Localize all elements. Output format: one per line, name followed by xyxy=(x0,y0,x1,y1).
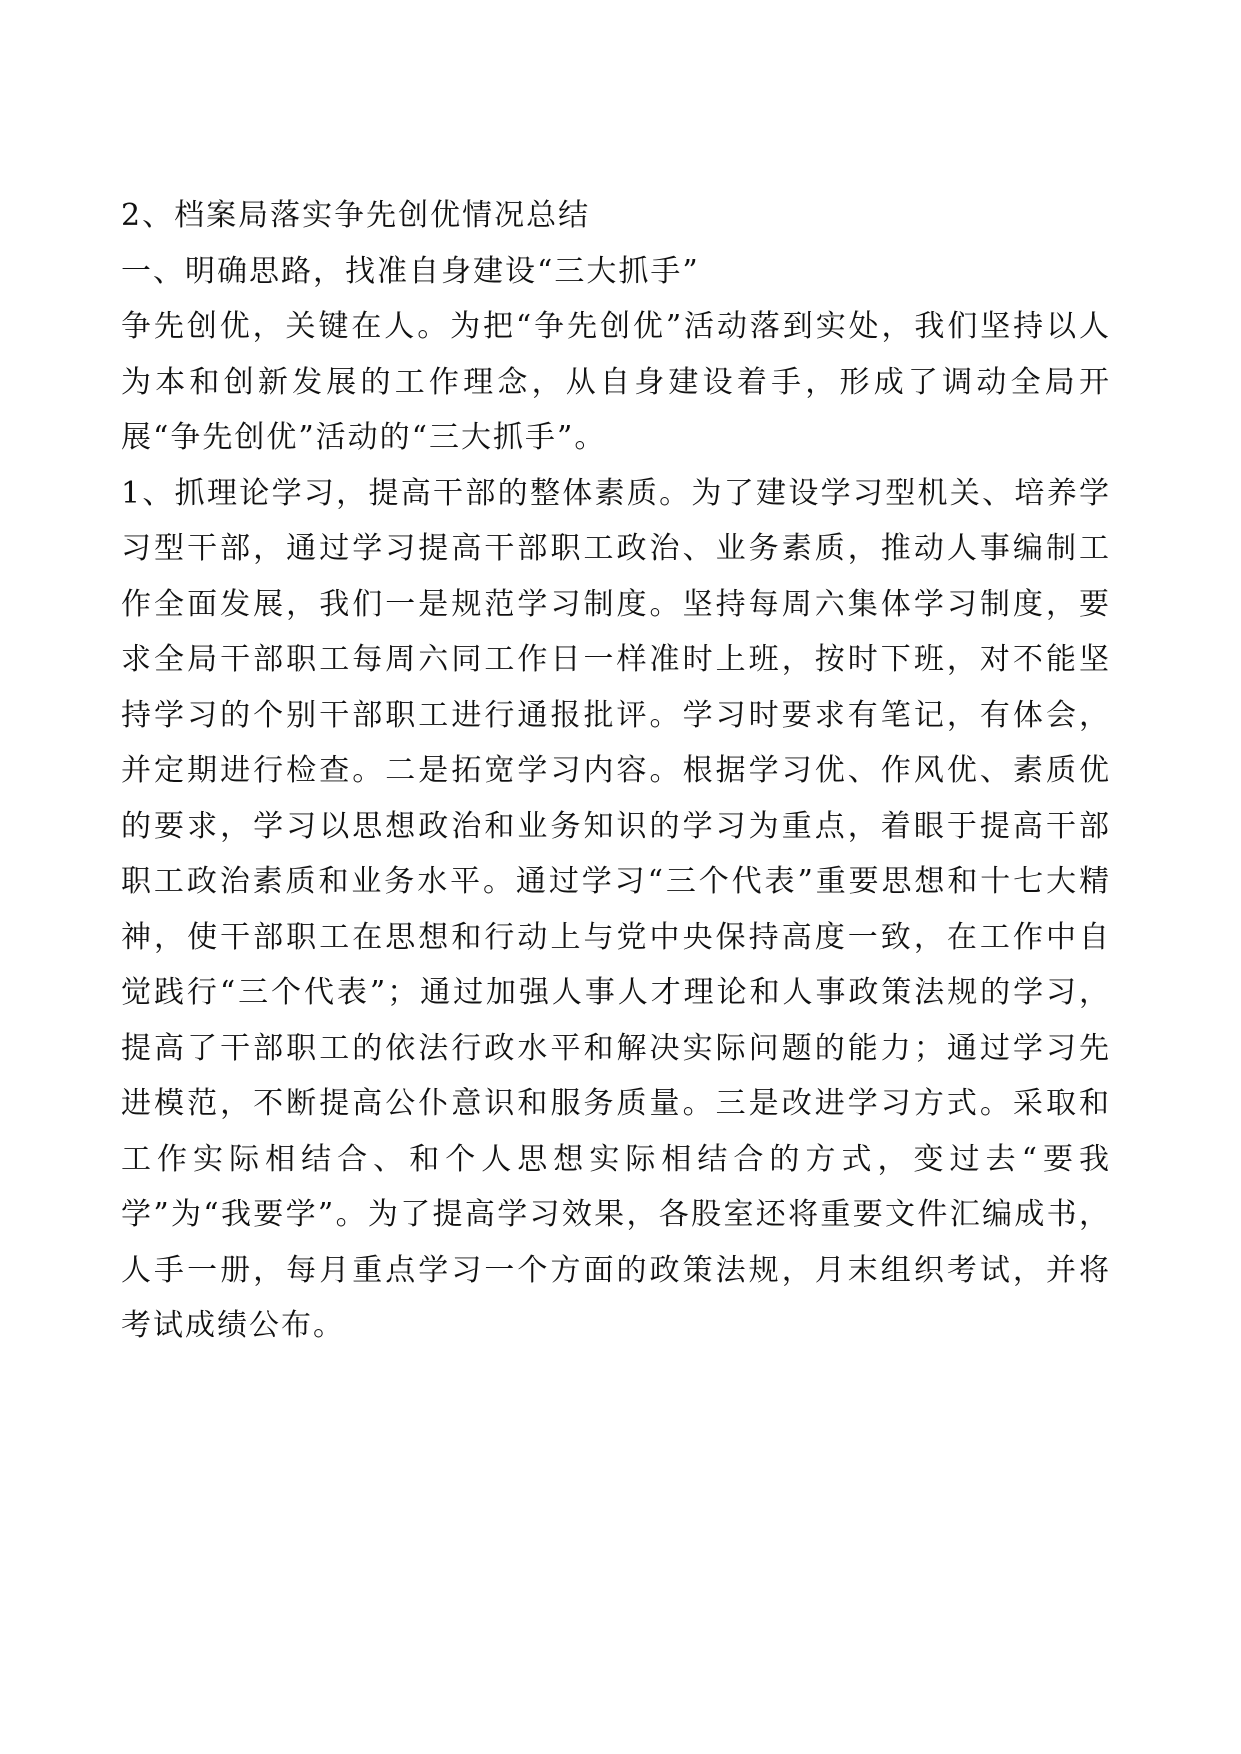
section-heading: 一、明确思路，找准自身建设“三大抓手” xyxy=(121,253,700,289)
document-body xyxy=(121,188,1111,1354)
document-title: 2、档案局落实争先创优情况总结 xyxy=(121,198,591,233)
paragraph-theory-study: 1、抓理论学习，提高干部的整体素质。为了建设学习型机关、培养学习型干部，通过学习提高干部职工政治、业务素质，推动人事编制工作全面发展，我们一是规范学习制度。坚持每周六集体学习制度，要求全局干部职工每周六同工作日一样准时上班，按时下班，对不能坚持学习的个别干部职工进行通报批评。学习时要求有笔记，有体会，并定期进行检查。二是拓宽学习内容。根据学习优、作风优、素质优的要求，学习以思想政治和业务知识的学习为重点，着眼于提高干部职工政治素质和业务水平。通过学习“三个代表”重要思想和十七大精神，使干部职工在思想和行动上与党中央保持高度一致，在工作中自觉践行“三个代表”；通过加强人事人才理论和人事政策法规的学习，提高了干部职工的依法行政水平和解决实际问题的能力；通过学习先进模范，不断提高公仆意识和服务质量。三是改进学习方式。采取和工作实际相结合、和个人思想实际相结合的方式，变过去“要我学”为“我要学”。为了提高学习效果，各股室还将重要文件汇编成书，人手一册，每月重点学习一个方面的政策法规，月末组织考试，并将考试成绩公布。 xyxy=(121,475,1111,1343)
paragraph-intro: 争先创优，关键在人。为把“争先创优”活动落到实处，我们坚持以人为本和创新发展的工作理念，从自身建设着手，形成了调动全局开展“争先创优”活动的“三大抓手”。 xyxy=(121,309,1111,455)
